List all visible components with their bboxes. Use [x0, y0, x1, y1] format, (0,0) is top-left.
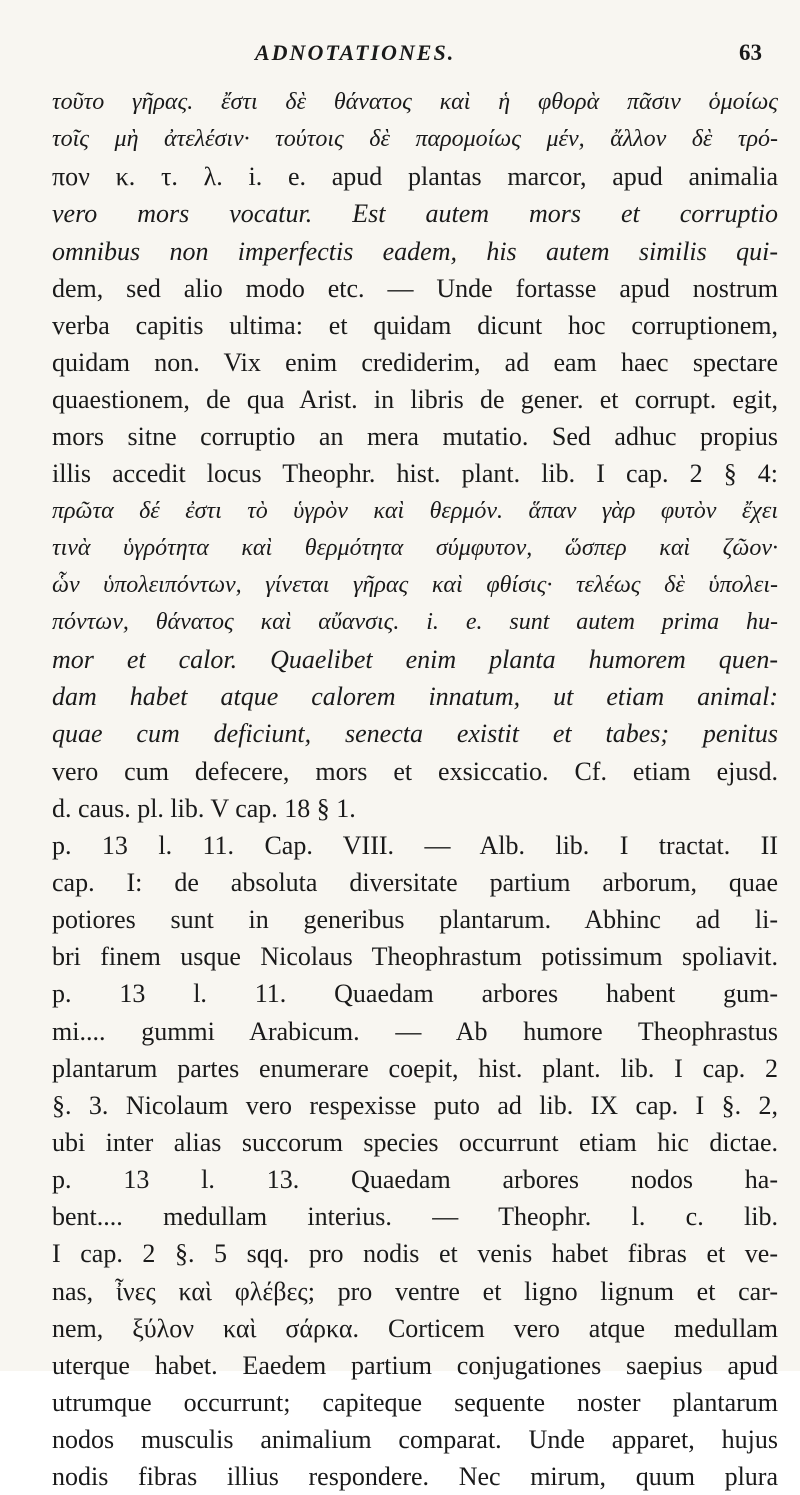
text-line: verba capitis ultima: et quidam dicunt hoc corruptionem,: [52, 310, 778, 340]
text-line: illis accedit locus Theophr. hist. plant. lib. I cap. 2 § 4:: [52, 459, 778, 489]
text-line: τοῖς μὴ ἀτελέσιν· τούτοις δὲ παρομοίως μέν, ἄλλον δὲ τρό-: [52, 126, 778, 153]
text-line: nem, ξύλον καὶ σάρκα. Corticem vero atque medullam: [52, 1313, 778, 1343]
text-line: quidam non. Vix enim crediderim, ad eam haec spectare: [52, 347, 778, 377]
body-text: [52, 84, 778, 1495]
text-line: mi.... gummi Arabicum. — Ab humore Theophrastus: [52, 1016, 778, 1046]
page-number: 63: [739, 40, 762, 65]
text-line: πρῶτα δέ ἐστι τὸ ὑγρὸν καὶ θερμόν. ἅπαν γὰρ φυτὸν ἔχει: [52, 497, 778, 524]
text-line: quae cum deficiunt, senecta existit et tabes; penitus: [52, 719, 778, 749]
text-line: d. caus. pl. lib. V cap. 18 § 1.: [52, 793, 356, 823]
text-line: vero cum defecere, mors et exsiccatio. Cf. etiam ejusd.: [52, 756, 778, 786]
text-line: dem, sed alio modo etc. — Unde fortasse apud nostrum: [52, 273, 778, 303]
text-line: vero mors vocatur. Est autem mors et corruptio: [52, 199, 778, 229]
text-line: mor et calor. Quaelibet enim planta humorem quen-: [52, 645, 778, 675]
text-line: plantarum partes enumerare coepit, hist. plant. lib. I cap. 2: [52, 1053, 778, 1083]
text-line: §. 3. Nicolaum vero respexisse puto ad lib. IX cap. I §. 2,: [52, 1090, 778, 1120]
text-line: p. 13 l. 11. Quaedam arbores habent gum-: [52, 979, 778, 1009]
text-line: dam habet atque calorem innatum, ut etiam animal:: [52, 682, 778, 712]
text-line: nodos musculis animalium comparat. Unde apparet, hujus: [52, 1425, 778, 1455]
text-line: nas, ἶνες καὶ φλέβες; pro ventre et ligno lignum et car-: [52, 1276, 778, 1306]
text-line: πον κ. τ. λ. i. e. apud plantas marcor, apud animalia: [52, 162, 778, 192]
text-line: πόντων, θάνατος καὶ αὔανσις. i. e. sunt autem prima hu-: [52, 608, 778, 635]
text-line: omnibus non imperfectis eadem, his autem similis qui-: [52, 236, 778, 266]
text-line: quaestionem, de qua Arist. in libris de gener. et corrupt. egit,: [52, 385, 778, 415]
text-line: nodis fibras illius respondere. Nec mirum, quum plura: [52, 1462, 778, 1492]
text-line: p. 13 l. 11. Cap. VIII. — Alb. lib. I tractat. II: [52, 830, 778, 860]
text-line: potiores sunt in generibus plantarum. Abhinc ad li-: [52, 905, 778, 935]
text-line: uterque habet. Eaedem partium conjugationes saepius apud: [52, 1350, 778, 1380]
text-line: ὧν ὑπολειπόντων, γίνεται γῆρας καὶ φθίσις· τελέως δὲ ὑπολει-: [52, 571, 778, 598]
text-line: τινὰ ὑγρότητα καὶ θερμότητα σύμφυτον, ὥσπερ καὶ ζῶον·: [52, 534, 778, 561]
text-line: τοῦτο γῆρας. ἔστι δὲ θάνατος καὶ ἡ φθορὰ πᾶσιν ὁμοίως: [52, 89, 778, 115]
text-line: mors sitne corruptio an mera mutatio. Sed adhuc propius: [52, 422, 778, 452]
text-line: utrumque occurrunt; capiteque sequente noster plantarum: [52, 1387, 778, 1417]
text-line: cap. I: de absoluta diversitate partium arborum, quae: [52, 867, 778, 897]
text-line: p. 13 l. 13. Quaedam arbores nodos ha-: [52, 1165, 778, 1195]
running-title: ADNOTATIONES.: [255, 40, 456, 65]
text-line: ubi inter alias succorum species occurrunt etiam hic dictae.: [52, 1127, 778, 1157]
text-line: bent.... medullam interius. — Theophr. l. c. lib.: [52, 1202, 778, 1232]
text-line: I cap. 2 §. 5 sqq. pro nodis et venis habet fibras et ve-: [52, 1239, 778, 1269]
text-line: bri finem usque Nicolaus Theophrastum potissimum spoliavit.: [52, 942, 778, 972]
